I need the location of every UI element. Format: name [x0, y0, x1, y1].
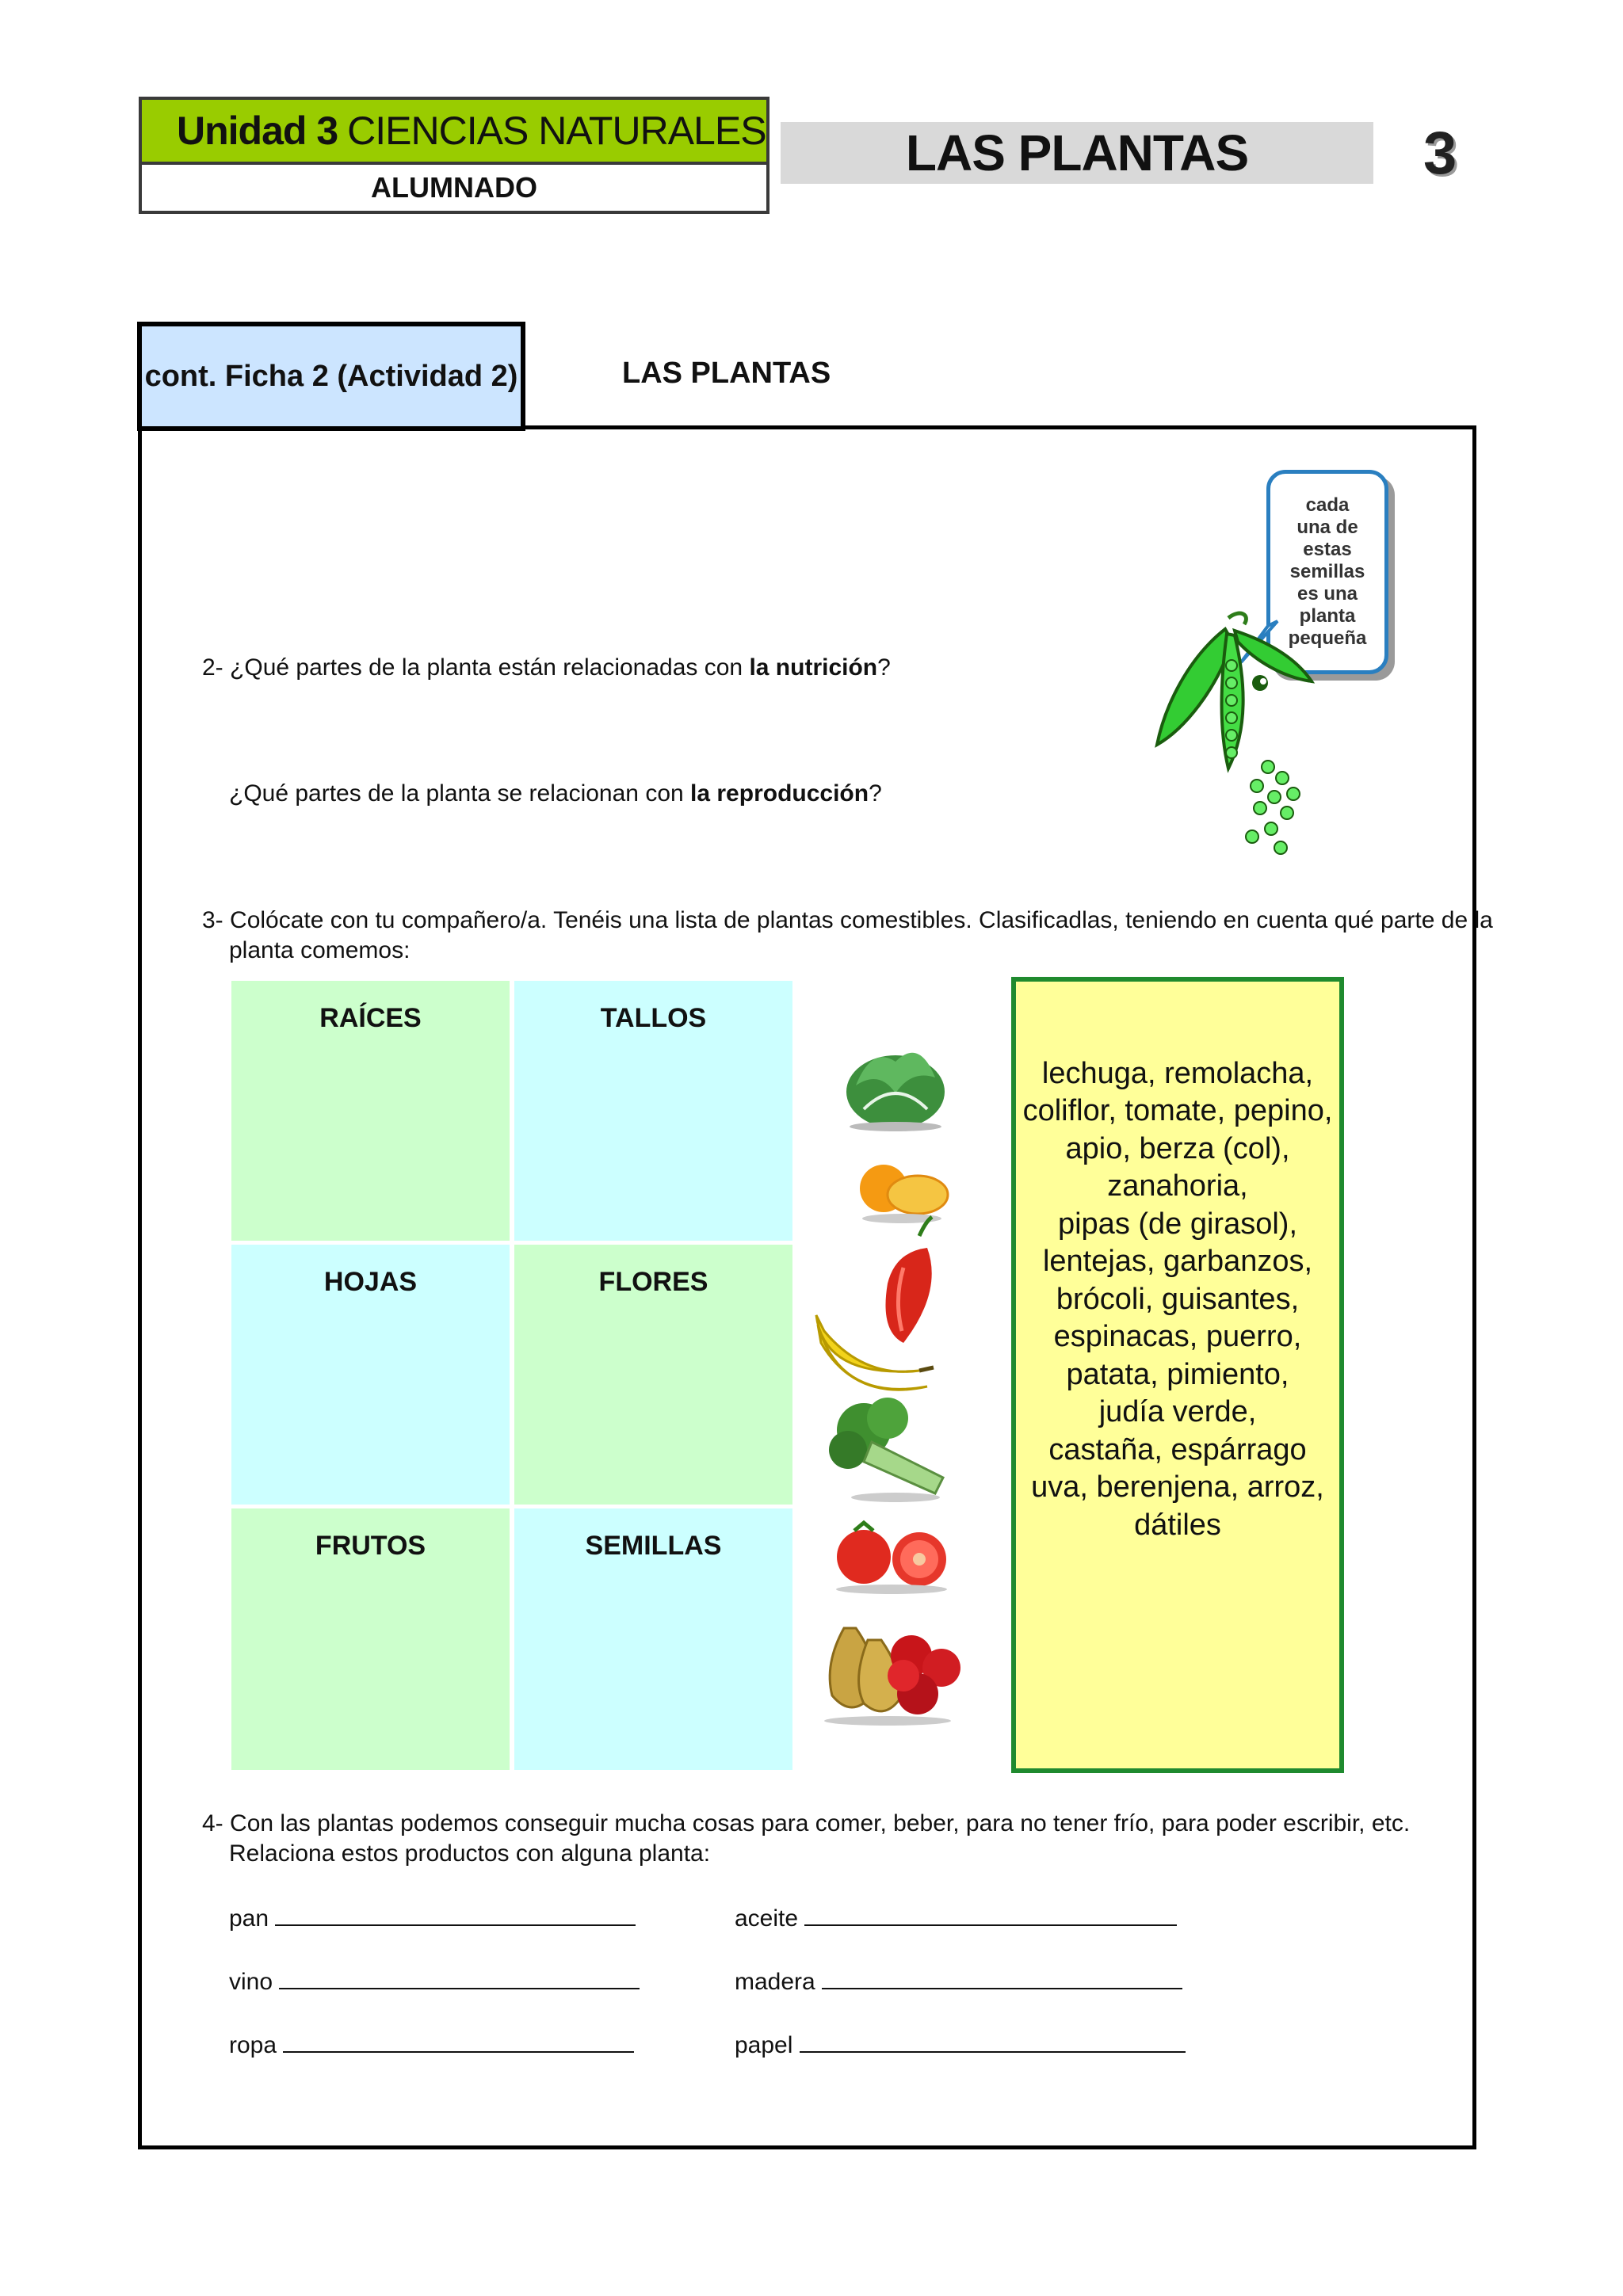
question-text: ¿Qué partes de la planta están relacionadas con — [230, 654, 750, 681]
unit-title — [142, 100, 766, 165]
question-text: Con las plantas podemos conseguir mucha cosas para comer, beber, para no tener frío, para poder escribir, etc. — [230, 1810, 1411, 1836]
question-4 — [202, 1808, 1410, 1840]
vegetables-illustration — [808, 1030, 975, 1727]
category-label: TALLOS — [600, 1003, 707, 1033]
question-end: ? — [877, 654, 891, 681]
banana-icon — [816, 1315, 934, 1390]
bubble-line: una de — [1296, 517, 1358, 538]
answer-line[interactable] — [800, 2029, 1186, 2053]
bubble-line: planta — [1299, 605, 1356, 627]
cabbage-icon — [846, 1053, 945, 1131]
question-number: 3- — [202, 907, 223, 933]
word-list-box — [1011, 977, 1344, 1773]
item-label: madera — [735, 1969, 815, 1995]
question-number: 4- — [202, 1810, 223, 1836]
question-text: Colócate con tu compañero/a. Tenéis una lista de plantas comestibles. Clasificadlas, teniendo en cuenta qué parte de la — [230, 907, 1493, 933]
answer-line[interactable] — [279, 1966, 640, 1989]
pea-pod-icon — [1141, 610, 1316, 871]
ficha-title: LAS PLANTAS — [622, 357, 831, 390]
broccoli-icon — [829, 1398, 943, 1502]
fruit-basket-icon — [824, 1628, 960, 1726]
item-label: aceite — [735, 1905, 799, 1932]
word-list-line: castaña, espárrago — [1048, 1432, 1307, 1466]
answer-line[interactable] — [275, 1902, 636, 1926]
item-label: vino — [229, 1969, 273, 1995]
bubble-line: estas — [1303, 539, 1352, 560]
item-label: pan — [229, 1905, 269, 1932]
category-label: HOJAS — [323, 1267, 418, 1297]
answer-line[interactable] — [804, 1902, 1177, 1926]
bubble-line: semillas — [1289, 561, 1365, 582]
word-list-line: dátiles — [1134, 1508, 1221, 1542]
bubble-line: es una — [1296, 583, 1358, 605]
fill-item-pan — [229, 1902, 636, 1932]
fill-item-vino — [229, 1966, 640, 1996]
bubble-line: pequeña — [1288, 627, 1367, 649]
question-text: ¿Qué partes de la planta se relacionan con — [229, 780, 691, 807]
ficha-tab: cont. Ficha 2 (Actividad 2) — [137, 322, 525, 431]
bubble-line: cada — [1305, 494, 1350, 516]
category-label: SEMILLAS — [585, 1531, 722, 1561]
question-number: 2- — [202, 654, 223, 681]
word-list-line: coliflor, tomate, pepino, — [1022, 1094, 1333, 1128]
unit-header — [139, 97, 769, 214]
page-number: 3 — [1423, 120, 1457, 187]
tomato-icon — [836, 1523, 947, 1594]
word-list-line: judía verde, — [1098, 1395, 1257, 1429]
pepper-icon — [886, 1217, 933, 1343]
category-label: FLORES — [598, 1267, 708, 1297]
category-label: RAÍCES — [319, 1003, 422, 1033]
category-cell-raices[interactable] — [231, 981, 510, 1241]
word-list-line: espinacas, puerro, — [1053, 1320, 1302, 1354]
orange-icon — [860, 1165, 948, 1223]
question-4-line2: Relaciona estos productos con alguna planta: — [229, 1840, 711, 1867]
word-list-line: lechuga, remolacha, — [1041, 1056, 1314, 1090]
word-list-line: uva, berenjena, arroz, — [1031, 1470, 1324, 1505]
category-cell-frutos[interactable] — [231, 1508, 510, 1770]
word-list-line: pipas (de girasol), — [1057, 1207, 1298, 1241]
category-cell-tallos[interactable] — [514, 981, 792, 1241]
question-2-nutrition — [202, 652, 891, 684]
question-3-line2: planta comemos: — [229, 937, 411, 963]
fill-item-madera — [735, 1966, 1182, 1996]
page-title: LAS PLANTAS — [781, 122, 1373, 184]
word-list-line: zanahoria, — [1107, 1169, 1248, 1203]
word-list-line: lentejas, garbanzos, — [1042, 1245, 1313, 1279]
question-keyword: la reproducción — [690, 780, 869, 807]
category-cell-semillas[interactable] — [514, 1508, 792, 1770]
fill-item-papel — [735, 2029, 1186, 2059]
item-label: papel — [735, 2032, 793, 2058]
category-cell-flores[interactable] — [514, 1245, 792, 1505]
answer-line[interactable] — [822, 1966, 1182, 1989]
unit-number: Unidad 3 — [177, 109, 338, 153]
word-list-line: patata, pimiento, — [1066, 1357, 1289, 1391]
answer-line[interactable] — [283, 2029, 634, 2053]
item-label: ropa — [229, 2032, 277, 2058]
unit-subject: CIENCIAS NATURALES — [347, 109, 766, 153]
word-list-line: apio, berza (col), — [1065, 1131, 1290, 1165]
question-keyword: la nutrición — [749, 654, 878, 681]
fill-item-aceite — [735, 1902, 1177, 1932]
question-end: ? — [869, 780, 882, 807]
question-2-reproduction — [229, 778, 882, 810]
word-list-line: brócoli, guisantes, — [1056, 1282, 1300, 1316]
category-cell-hojas[interactable] — [231, 1245, 510, 1505]
question-3 — [202, 905, 1493, 936]
audience-label: ALUMNADO — [371, 171, 537, 204]
category-label: FRUTOS — [315, 1531, 426, 1561]
fill-item-ropa — [229, 2029, 634, 2059]
